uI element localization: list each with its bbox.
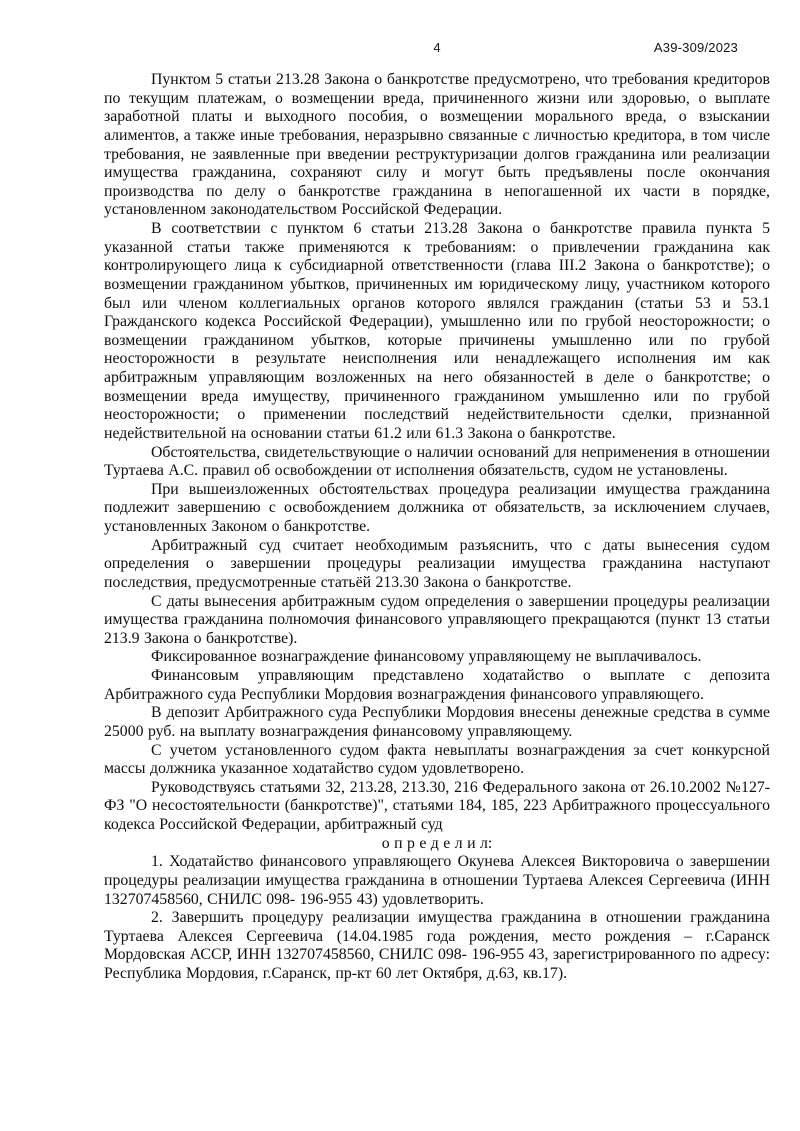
body-paragraph: Руководствуясь статьями 32, 213.28, 213.30, 216 Федерального закона от 26.10.2002 №127-ФЗ "О несостоятельности (банкротстве)", статьями 184, 185, 223 Арбитражного процессуального кодекса Российской Федерации, арбитражный суд	[104, 778, 770, 833]
body-paragraph: Финансовым управляющим представлено ходатайство о выплате с депозита Арбитражного суда Республики Мордовия вознаграждения финансового управляющего.	[104, 667, 770, 703]
body-paragraph: С учетом установленного судом факта невыплаты вознаграждения за счет конкурсной массы должника указанное ходатайство судом удовлетворено.	[104, 741, 770, 778]
body-paragraph: В соответствии с пунктом 6 статьи 213.28 Закона о банкротстве правила пункта 5 указанной статьи также применяются к требованиям: о привлечении гражданина как контролирующего лица к субсидиарной ответственности (глава III.2 Закона о банкротстве); о возмещении гражданином убытков, причиненных им юридическому лицу, участником которого был или членом коллегиальных органов которого являлся гражданин (статьи 53 и 53.1 Гражданского кодекса Российской Федерации), умышленно или по грубой неосторожности; о возмещении гражданином убытков, которые причинены умышленно или по грубой неосторожности в результате неисполнения или ненадлежащего исполнения им как арбитражным управляющим возложенных на него обязанностей в деле о банкротстве; о возмещении вреда имуществу, причиненного гражданином умышленно или по грубой неосторожности; о применении последствий недействительности сделки, признанной недействительной на основании статьи 61.2 или 61.3 Закона о банкротстве.	[104, 220, 770, 442]
body-paragraph: В депозит Арбитражного суда Республики Мордовия внесены денежные средства в сумме 25000 руб. на выплату вознаграждения финансовому управляющему.	[104, 704, 770, 740]
body-paragraph: 2. Завершить процедуру реализации имущества гражданина в отношении гражданина Туртаева Алексея Сергеевича (14.04.1985 года рождения, место рождения – г.Саранск Мордовская АССР, ИНН 132707458560, СНИЛС 098- 196-955 43, зарегистрированного по адресу: Республика Мордовия, г.Саранск, пр-кт 60 лет Октября, д.63, кв.17).	[104, 909, 770, 982]
resolution-heading: о п р е д е л и л:	[381, 834, 493, 852]
case-number: А39-309/2023	[653, 40, 738, 55]
page-number: 4	[433, 40, 441, 55]
body-paragraph: Арбитражный суд считает необходимым разъяснить, что с даты вынесения судом определения о завершении процедуры реализации имущества гражданина наступают последствия, предусмотренные статьёй 213.30 Закона о банкротстве.	[104, 536, 770, 591]
body-paragraph: При вышеизложенных обстоятельствах процедура реализации имущества гражданина подлежит завершению с освобождением должника от обязательств, за исключением случаев, установленных Законом о банкротстве.	[104, 480, 770, 535]
body-paragraph: Пунктом 5 статьи 213.28 Закона о банкротстве предусмотрено, что требования кредиторов по текущим платежам, о возмещении вреда, причиненного жизни или здоровью, о выплате заработной платы и выходного пособия, о возмещении морального вреда, о взыскании алиментов, а также иные требования, неразрывно связанные с личностью кредитора, в том числе требования, не заявленные при введении реструктуризации долгов гражданина или реализации имущества гражданина, сохраняют силу и могут быть предъявлены после окончания производства по делу о банкротстве гражданина в непогашенной их части в порядке, установленном законодательством Российской Федерации.	[104, 71, 770, 219]
document-body	[104, 71, 770, 984]
body-paragraph: Фиксированное вознаграждение финансовому управляющему не выплачивалось.	[151, 648, 702, 666]
body-paragraph: С даты вынесения арбитражным судом определения о завершении процедуры реализации имущества гражданина полномочия финансового управляющего прекращаются (пункт 13 статьи 213.9 Закона о банкротстве).	[104, 592, 770, 647]
body-paragraph: Обстоятельства, свидетельствующие о наличии оснований для неприменения в отношении Туртаева А.С. правил об освобождении от исполнения обязательств, судом не установлены.	[104, 443, 770, 480]
page-header	[104, 40, 770, 58]
body-paragraph: 1. Ходатайство финансового управляющего Окунева Алексея Викторовича о завершении процедуры реализации имущества гражданина в отношении Туртаева Алексея Сергеевича (ИНН 132707458560, СНИЛС 098- 196-955 43) удовлетворить.	[104, 853, 770, 908]
